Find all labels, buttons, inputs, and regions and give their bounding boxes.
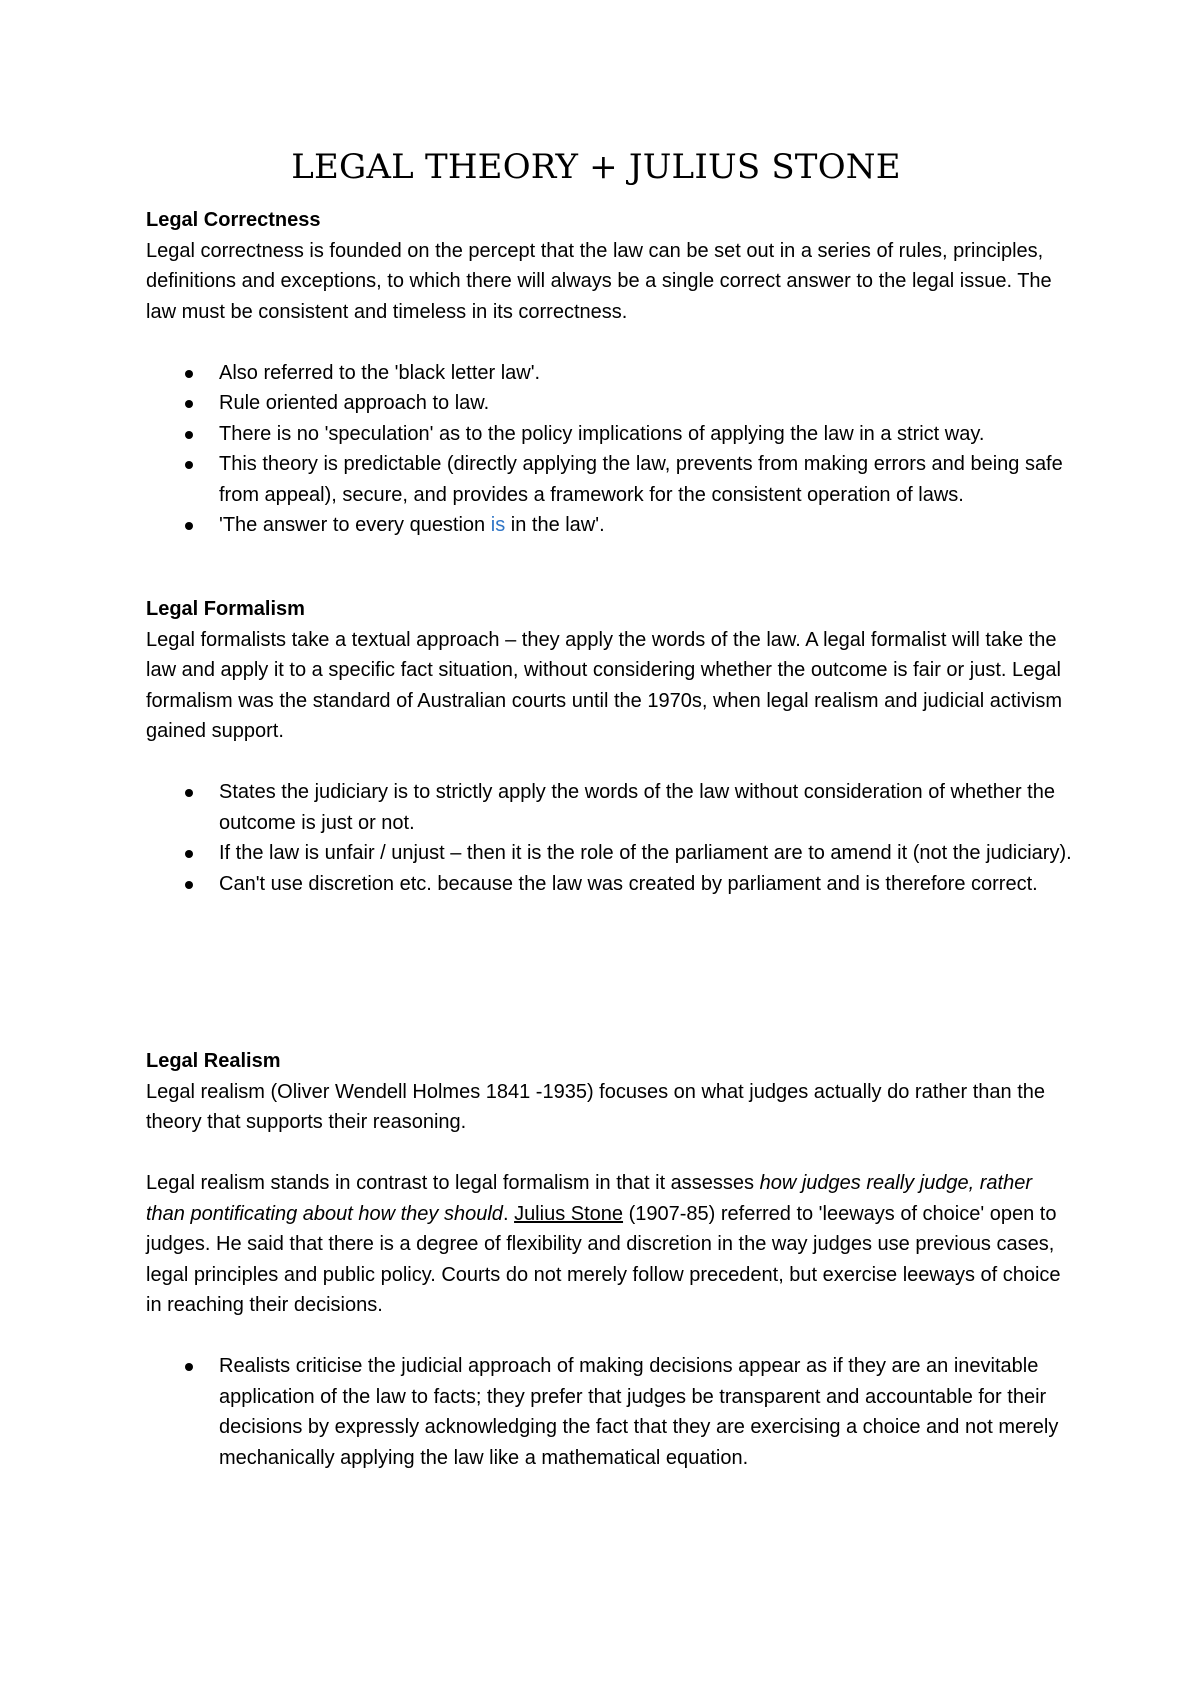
section-heading: Legal Realism — [146, 1050, 281, 1072]
list-item: Also referred to the 'black letter law'. — [146, 358, 1076, 389]
italic-text: how judges really judge, rather than pontificating about how they should — [146, 1172, 1032, 1225]
quote-text: in the law'. — [505, 514, 605, 536]
section-legal-correctness — [146, 205, 1076, 541]
section-legal-formalism — [146, 594, 1076, 899]
section-paragraph-rich — [146, 1168, 1076, 1321]
section-heading: Legal Correctness — [146, 209, 321, 231]
list-item: Can't use discretion etc. because the law was created by parliament and is therefore correct. — [146, 869, 1076, 900]
list-item: States the judiciary is to strictly apply the words of the law without consideration of whether the outcome is just or not. — [146, 777, 1076, 838]
list-item: Realists criticise the judicial approach of making decisions appear as if they are an inevitable application of the law to facts; they prefer that judges be transparent and accountable for their decisions by expressly acknowledging the fact that they are exercising a choice and not merely mechanically applying the law like a mathematical equation. — [146, 1351, 1076, 1473]
paragraph-text: (1907-85) referred to 'leeways of choice' open to judges. He said that there is a degree of flexibility and discretion in the way judges use previous cases, legal principles and public policy. Courts do not merely follow precedent, but exercise leeways of choice in reaching their decisions. — [146, 1202, 1061, 1316]
section-paragraph: Legal realism (Oliver Wendell Holmes 1841 -1935) focuses on what judges actually do rather than the theory that supports their reasoning. — [146, 1080, 1046, 1133]
quote-text: 'The answer to every question — [219, 514, 491, 536]
list-item — [146, 510, 1076, 541]
list-item: This theory is predictable (directly applying the law, prevents from making errors and being safe from appeal), secure, and provides a framework for the consistent operation of laws. — [146, 449, 1076, 510]
list-item: If the law is unfair / unjust – then it is the role of the parliament are to amend it (not the judiciary). — [146, 838, 1076, 869]
section-heading: Legal Formalism — [146, 598, 305, 620]
bullet-list — [146, 777, 1076, 899]
section-paragraph: Legal correctness is founded on the percept that the law can be set out in a series of rules, principles, definitions and exceptions, to which there will always be a single correct answer to the legal issue. The law must be consistent and timeless in its correctness. — [146, 239, 1052, 323]
list-item: There is no 'speculation' as to the policy implications of applying the law in a strict way. — [146, 419, 1076, 450]
highlighted-word: is — [490, 514, 506, 536]
bullet-list — [146, 358, 1076, 541]
page-title: LEGAL THEORY + JULIUS STONE — [291, 147, 901, 187]
paragraph-text: Legal realism stands in contrast to legal formalism in that it assesses — [146, 1172, 760, 1194]
bullet-list — [146, 1351, 1076, 1473]
section-paragraph: Legal formalists take a textual approach – they apply the words of the law. A legal formalist will take the law and apply it to a specific fact situation, without considering whether the outcome is fair or just. Legal formalism was the standard of Australian courts until the 1970s, when legal realism and judicial activism gained support. — [146, 628, 1062, 742]
section-legal-realism — [146, 1046, 1076, 1473]
list-item: Rule oriented approach to law. — [146, 388, 1076, 419]
underlined-name: Julius Stone — [514, 1202, 624, 1225]
paragraph-text: . — [502, 1202, 515, 1225]
